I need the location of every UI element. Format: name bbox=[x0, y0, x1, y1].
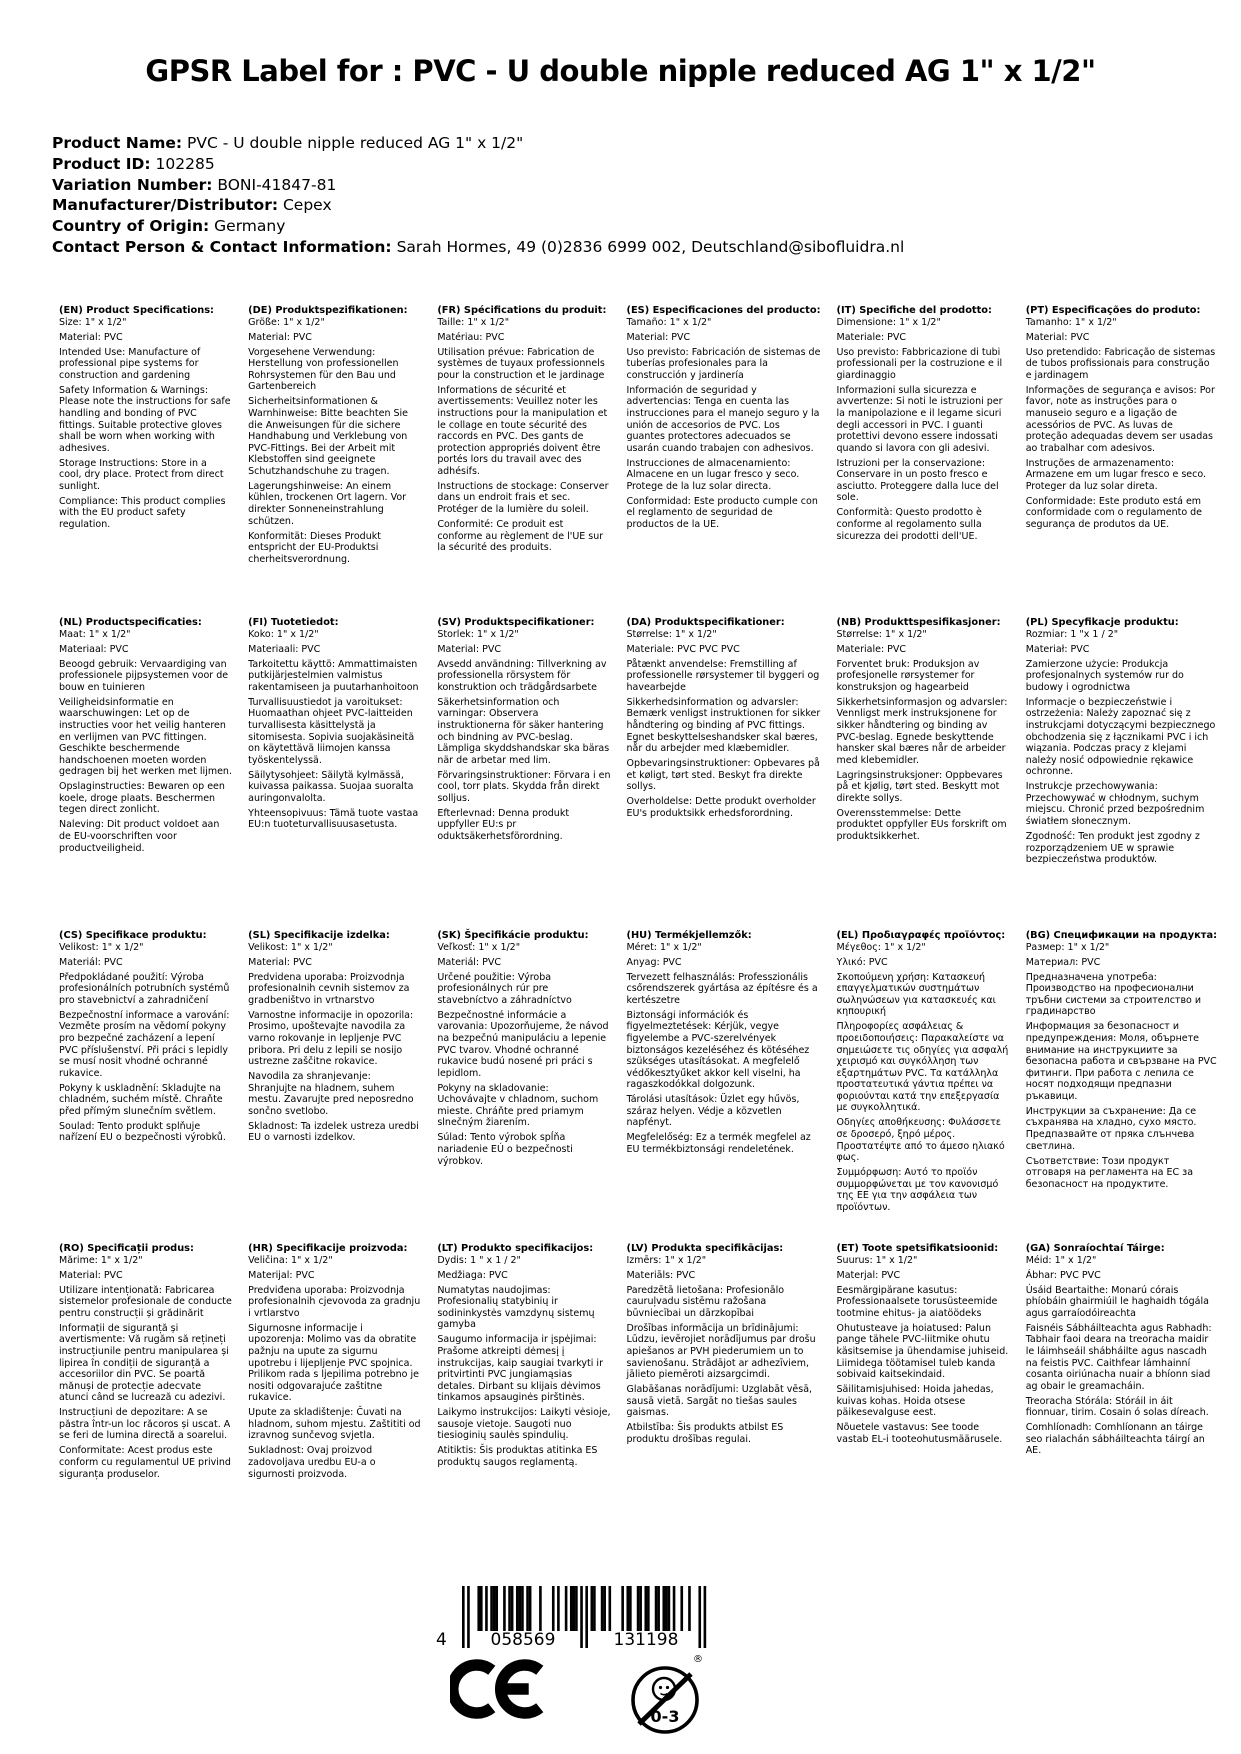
product-info-label: Manufacturer/Distributor: bbox=[52, 196, 279, 215]
lang-block-cs bbox=[59, 930, 232, 1243]
lang-block-fi bbox=[248, 617, 421, 930]
lang-block-paragraph: Matériau: PVC bbox=[437, 331, 505, 343]
lang-block-paragraph: Dydis: 1 " x 1 / 2" bbox=[437, 1254, 521, 1266]
lang-block-paragraph: Naleving: Dit product voldoet aan de EU-voorschriften voor productveiligheid. bbox=[59, 819, 220, 854]
lang-block-paragraph: Predvidena uporaba: Proizvodnja profesionalnih cevnih sistemov za gradbeništvo in vrtnarstvo bbox=[248, 971, 410, 1006]
lang-block-paragraph: Material: PVC bbox=[1025, 331, 1090, 343]
lang-block-heading: (IT) Specifiche del prodotto: bbox=[836, 305, 992, 316]
lang-block-en bbox=[59, 305, 232, 617]
lang-block-paragraph: Zamierzone użycie: Produkcja profesjonalnych systemów rur do budowy i ogrodnictwa bbox=[1025, 658, 1184, 693]
lang-block-paragraph: Atitiktis: Šis produktas atitinka ES produktų saugos reglamentą. bbox=[437, 1445, 598, 1469]
lang-block-paragraph: Materjal: PVC bbox=[836, 1269, 901, 1281]
lang-block-paragraph: Μέγεθος: 1" x 1/2" bbox=[836, 941, 926, 953]
page-title: GPSR Label for : PVC - U double nipple reduced AG 1" x 1/2" bbox=[145, 54, 1096, 88]
product-info-label: Product Name: bbox=[52, 134, 183, 152]
barcode-group2: 131198 bbox=[613, 1630, 679, 1650]
lang-block-paragraph: Materiál: PVC bbox=[437, 956, 502, 968]
lang-block-heading: (PT) Especificações do produto: bbox=[1025, 305, 1201, 316]
lang-block-paragraph: Faisnéis Sábháilteachta agus Rabhadh: Tabhair faoi deara na treoracha maidir le láimhseáil shábháilte agus nascadh na feistis PVC. Caithfear lámhainní cosanta oiriúnacha nuair a bhíonn siad ag obair le greamacháin. bbox=[1025, 1322, 1212, 1392]
product-info-row bbox=[52, 154, 904, 175]
lang-block-bg bbox=[1026, 930, 1217, 1243]
lang-block-paragraph: Zgodność: Ten produkt jest zgodny z rozporządzeniem UE w sprawie bezpieczeństwa produktów. bbox=[1025, 831, 1200, 866]
lang-block-paragraph: Rozmiar: 1 "x 1 / 2" bbox=[1025, 628, 1119, 640]
lang-block-paragraph: Material: PVC bbox=[437, 643, 502, 655]
lang-block-paragraph: Pokyny k uskladnění: Skladujte na chladném, suchém místě. Chraňte před přímým slunečním světlem. bbox=[59, 1082, 223, 1117]
lang-block-paragraph: Veiligheidsinformatie en waarschuwingen: Let op de instructies voor het veilig hanteren en verlijmen van PVC fittingen. Geschikte beschermende handschoenen moeten worden gedragen bij het werken met lijmen. bbox=[59, 696, 232, 778]
age-warning-icon bbox=[628, 1650, 706, 1746]
lang-block-paragraph: Uso previsto: Fabricación de sistemas de tuberías profesionales para la construcción y jardinería bbox=[626, 346, 821, 381]
lang-block-paragraph: Koko: 1" x 1/2" bbox=[248, 628, 319, 640]
lang-block-paragraph: Yhteensopivuus: Tämä tuote vastaa EU:n tuoteturvallisuusasetusta. bbox=[248, 807, 419, 831]
lang-block-paragraph: Información de seguridad y advertencias: Tenga en cuenta las instrucciones para el manejo seguro y la unión de accesorios de PVC. Los guantes protectores adecuados se usarán cuando trabajen con adhesivos. bbox=[626, 384, 820, 454]
product-info-row bbox=[52, 195, 904, 216]
lang-block-paragraph: Storlek: 1" x 1/2" bbox=[437, 628, 519, 640]
lang-block-sl bbox=[248, 930, 421, 1243]
lang-block-nb bbox=[837, 617, 1010, 930]
barcode-group1: 058569 bbox=[490, 1630, 556, 1650]
lang-block-paragraph: Upute za skladištenje: Čuvati na hladnom, suhom mjestu. Zaštititi od izravnog sunčevog svjetla. bbox=[248, 1407, 421, 1442]
lang-block-paragraph: Storage Instructions: Store in a cool, dry place. Protect from direct sunlight. bbox=[59, 457, 224, 492]
lang-block-paragraph: Předpokládané použití: Výroba profesionálních potrubních systémů pro stavebnictví a zahradničení bbox=[59, 971, 230, 1006]
lang-block-paragraph: Tarkoitettu käyttö: Ammattimaisten putkijärjestelmien valmistus rakentamiseen ja puutarhanhoitoon bbox=[248, 658, 419, 693]
registered-symbol: ® bbox=[693, 1654, 703, 1665]
lang-block-fr bbox=[437, 305, 610, 617]
lang-block-paragraph: Materiale: PVC bbox=[836, 643, 907, 655]
lang-block-paragraph: Tamaño: 1" x 1/2" bbox=[626, 316, 712, 328]
lang-block-paragraph: Informazioni sulla sicurezza e avvertenze: Si noti le istruzioni per la manipolazione e il legame sicuri degli accessori in PVC. I guanti protettivi devono essere indossati quando si lavora con gli adesivi. bbox=[836, 384, 1003, 454]
lang-block-paragraph: Conformidad: Este producto cumple con el reglamento de seguridad de productos de la UE. bbox=[626, 495, 818, 531]
lang-block-hu bbox=[626, 930, 820, 1243]
product-info-label: Contact Person & Contact Information: bbox=[52, 237, 392, 256]
lang-block-heading: (LT) Produkto specifikacijos: bbox=[437, 1243, 594, 1254]
lang-block-paragraph: Размер: 1" x 1/2" bbox=[1025, 941, 1110, 953]
lang-block-lv bbox=[626, 1243, 820, 1484]
lang-block-paragraph: Съответствие: Този продукт отговаря на регламента на ЕС за безопасност на продуктите. bbox=[1025, 1155, 1194, 1190]
lang-block-pl bbox=[1026, 617, 1217, 930]
lang-block-paragraph: Compliance: This product complies with the EU product safety regulation. bbox=[59, 495, 226, 531]
lang-block-paragraph: Laikymo instrukcijos: Laikyti vėsioje, sausoje vietoje. Saugoti nuo tiesioginių saulės spindulių. bbox=[437, 1407, 611, 1442]
lang-block-pt bbox=[1026, 305, 1217, 617]
product-info-value: BONI-41847-81 bbox=[212, 175, 337, 194]
lang-block-paragraph: Tárolási utasítások: Üzlet egy hűvös, száraz helyen. Védje a közvetlen napfényt. bbox=[626, 1094, 800, 1129]
lang-block-paragraph: Megfelelőség: Ez a termék megfelel az EU termékbiztonsági rendeletének. bbox=[626, 1132, 811, 1156]
lang-block-el bbox=[837, 930, 1010, 1243]
product-info-value: Cepex bbox=[278, 196, 332, 215]
lang-block-heading: (ES) Especificaciones del producto: bbox=[626, 305, 821, 316]
ce-mark-icon bbox=[450, 1659, 546, 1723]
product-info bbox=[52, 133, 904, 258]
lang-block-heading: (RO) Specificații produs: bbox=[59, 1243, 194, 1254]
lang-block-heading: (SK) Špecifikácie produktu: bbox=[437, 930, 589, 941]
lang-block-heading: (NB) Produkttspesifikasjoner: bbox=[836, 617, 1001, 628]
product-info-row bbox=[52, 133, 904, 154]
lang-block-paragraph: Nõuetele vastavus: See toode vastab EL-i tooteohutusmäärusele. bbox=[836, 1422, 1003, 1445]
lang-block-heading: (DA) Produktspecifikationer: bbox=[626, 617, 785, 628]
product-info-label: Variation Number: bbox=[52, 175, 213, 194]
lang-block-heading: (EN) Product Specifications: bbox=[59, 305, 214, 316]
lang-block-paragraph: Förvaringsinstruktioner: Förvara i en cool, torr plats. Skydda från direkt solljus. bbox=[437, 769, 611, 804]
lang-block-paragraph: Anyag: PVC bbox=[626, 956, 682, 968]
lang-block-paragraph: Størrelse: 1" x 1/2" bbox=[626, 628, 717, 640]
lang-block-nl bbox=[59, 617, 232, 930]
lang-block-heading: (DE) Produktspezifikationen: bbox=[248, 305, 408, 316]
lang-block-heading: (PL) Specyfikacje produktu: bbox=[1025, 617, 1179, 628]
lang-block-paragraph: Eesmärgipärane kasutus: Professionaalsete torusüsteemide tootmine ehitus- ja aiatöödeks bbox=[836, 1284, 998, 1319]
lang-block-heading: (HR) Specifikacije proizvoda: bbox=[248, 1243, 408, 1254]
lang-block-paragraph: Material: PVC bbox=[248, 956, 312, 968]
lang-block-paragraph: Méid: 1" x 1/2" bbox=[1025, 1254, 1097, 1266]
lang-block-paragraph: Navodila za shranjevanje: Shranjujte na hladnem, suhem mestu. Zavarujte pred neposredno sončno svetlobo. bbox=[248, 1071, 414, 1117]
lang-block-paragraph: Predviđena uporaba: Proizvodnja profesionalnih cjevovoda za gradnju i vrtlarstvo bbox=[248, 1284, 421, 1319]
lang-block-paragraph: Forventet bruk: Produksjon av profesjonelle rørsystemer for konstruksjon og hagearbeid bbox=[836, 658, 980, 693]
lang-block-paragraph: Sigurnosne informacije i upozorenja: Molimo vas da obratite pažnju na upute za sigurnu upotrebu i lijepljenje PVC spojnica. Prilikom rada s ljepilima potrebno je nositi odgovarajuće zaštitne rukavice. bbox=[248, 1322, 420, 1404]
lang-block-paragraph: Intended Use: Manufacture of professional pipe systems for construction and gardening bbox=[59, 346, 201, 381]
lang-block-hr bbox=[248, 1243, 421, 1484]
lang-block-sk bbox=[437, 930, 610, 1243]
lang-block-paragraph: Påtænkt anvendelse: Fremstilling af professionelle rørsystemer til byggeri og havearbejde bbox=[626, 658, 820, 693]
lang-block-paragraph: Materiaali: PVC bbox=[248, 643, 321, 655]
lang-block-paragraph: Instrucțiuni de depozitare: A se păstra într-un loc răcoros și uscat. A se feri de lumina directă a soarelui. bbox=[59, 1407, 231, 1442]
lang-block-paragraph: Größe: 1" x 1/2" bbox=[248, 316, 325, 328]
lang-block-heading: (HU) Termékjellemzők: bbox=[626, 930, 752, 941]
lang-block-paragraph: Úsáid Beartaithe: Monarú córais phíobáin ghairmiúil le haghaidh tógála agus garraíodóireachta bbox=[1025, 1284, 1209, 1319]
lang-block-paragraph: Taille: 1" x 1/2" bbox=[437, 316, 510, 328]
lang-block-paragraph: Turvallisuustiedot ja varoitukset: Huomaathan ohjeet PVC-laitteiden turvallisesta käsittelystä ja sitomisesta. Sopivia suojakäsineitä on käytettävä liimojen kanssa työskentelyssä. bbox=[248, 696, 415, 766]
lang-block-paragraph: Säkerhetsinformation och varningar: Observera instruktionerna för säker hantering och bindning av PVC-beslag. Lämpliga skyddshandskar ska bäras när de arbetar med lim. bbox=[437, 696, 610, 766]
lang-block-paragraph: Dimensione: 1" x 1/2" bbox=[836, 316, 941, 328]
lang-block-paragraph: Bezpečnostné informácie a varovania: Upozorňujeme, že návod na bezpečnú manipuláciu a lepenie PVC tvarov. Vhodné ochranné rukavice budú nosené pri práci s lepidlom. bbox=[437, 1009, 609, 1079]
lang-block-paragraph: Comhlíonadh: Comhlíonann an táirge seo rialachán sábháilteachta táirgí an AE. bbox=[1025, 1422, 1205, 1457]
lang-block-paragraph: Súlad: Tento výrobok spĺňa nariadenie EÚ o bezpečnosti výrobkov. bbox=[437, 1132, 573, 1167]
lang-block-paragraph: Materiāls: PVC bbox=[626, 1269, 696, 1281]
lang-block-paragraph: Material: PVC bbox=[59, 331, 123, 343]
lang-block-heading: (ET) Toote spetsifikatsioonid: bbox=[836, 1243, 999, 1254]
lang-block-paragraph: Saugumo informacija ir įspėjimai: Prašome atkreipti dėmesį į instrukcijas, kaip saugiai tvarkyti ir pritvirtinti PVC jungiamąsias detales. Dirbant su klijais dėvimos tinkamos apsauginės pirštinės. bbox=[437, 1334, 603, 1404]
lang-block-paragraph: Drošības informācija un brīdinājumi: Lūdzu, ievērojiet norādījumus par drošu apiešanos ar PVH piederumiem un to savienošanu. Strādājot ar adhezīviem, jālieto piemēroti aizsargcimdi. bbox=[626, 1322, 816, 1381]
lang-block-paragraph: Υλικό: PVC bbox=[836, 956, 888, 968]
lang-block-paragraph: Tervezett felhasználás: Professzionális csőrendszerek gyártása az építésre és a kertészetre bbox=[626, 971, 818, 1006]
lang-block-paragraph: Sikkerhedsinformation og advarsler: Bemærk venligst instruktionen for sikker håndtering og binding af PVC fittings. Egnet beskyttelseshandsker skal bæres, når du arbejder med klæbemidler. bbox=[626, 696, 821, 755]
lang-block-paragraph: Σκοπούμενη χρήση: Κατασκευή επαγγελματικών συστημάτων σωληνώσεων για κατασκευές και κηπουρική bbox=[836, 971, 996, 1018]
product-info-label: Country of Origin: bbox=[52, 217, 210, 236]
lang-block-paragraph: Materiale: PVC bbox=[836, 331, 907, 343]
lang-block-heading: (SL) Specifikacije izdelka: bbox=[248, 930, 390, 941]
product-info-value: PVC - U double nipple reduced AG 1" x 1/2" bbox=[182, 134, 524, 152]
product-info-row bbox=[52, 237, 904, 258]
barcode bbox=[436, 1586, 707, 1652]
lang-block-paragraph: Numatytas naudojimas: Profesionalių statybinių ir sodininkystės vamzdynų sistemų gamyba bbox=[437, 1284, 595, 1331]
lang-block-paragraph: Overholdelse: Dette produkt overholder EU's produktsikk erhedsforordning. bbox=[626, 796, 816, 819]
lang-block-paragraph: Izmērs: 1" x 1/2" bbox=[626, 1254, 707, 1266]
lang-block-paragraph: Určené použitie: Výroba profesionálnych rúr pre stavebníctvo a záhradníctvo bbox=[437, 971, 572, 1006]
lang-block-paragraph: Size: 1" x 1/2" bbox=[59, 316, 127, 328]
lang-block-paragraph: Bezpečnostní informace a varování: Vezměte prosím na vědomí pokyny pro bezpečné zacházení a lepení PVC příslušenství. Při práci s lepidly se musí nosit vhodné ochranné rukavice. bbox=[59, 1009, 230, 1079]
lang-block-paragraph: Материал: PVC bbox=[1025, 956, 1101, 968]
lang-block-paragraph: Opbevaringsinstruktioner: Opbevares på et køligt, tørt sted. Beskyt fra direkte sollys. bbox=[626, 758, 820, 793]
barcode-lead-digit: 4 bbox=[436, 1630, 447, 1650]
lang-block-paragraph: Skladnost: Ta izdelek ustreza uredbi EU o varnosti izdelkov. bbox=[248, 1120, 419, 1144]
lang-block-paragraph: Informacje o bezpieczeństwie i ostrzeżenia: Należy zapoznać się z instrukcjami dotyczącymi bezpiecznego obchodzenia się z łącznikami PVC i ich wiązania. Podczas pracy z klejami należy nosić odpowiednie rękawice ochronne. bbox=[1025, 696, 1216, 778]
lang-block-paragraph: Vorgesehene Verwendung: Herstellung von professionellen Rohrsystemen für den Bau und Gartenbereich bbox=[248, 346, 399, 393]
lang-block-paragraph: Opslaginstructies: Bewaren op een koele, droge plaats. Beschermen tegen direct zonlicht. bbox=[59, 781, 225, 816]
lang-block-paragraph: Overensstemmelse: Dette produktet oppfyller EUs forskrift om produktsikkerhet. bbox=[836, 807, 1007, 843]
lang-block-paragraph: Πληροφορίες ασφάλειας & προειδοποιήσεις: Παρακαλείστε να σημειώσετε τις οδηγίες για ασφαλή χειρισμό και συγκόλληση των εξαρτημάτων PVC. Τα κατάλληλα προστατευτικά γάντια πρέπει να φοριούνται κατά την επεξεργασία με συγκολλητικά. bbox=[836, 1021, 1009, 1114]
lang-block-heading: (EL) Προδιαγραφές προϊόντος: bbox=[836, 930, 1006, 941]
lang-block-ro bbox=[59, 1243, 232, 1484]
lang-block-sv bbox=[437, 617, 610, 930]
lang-block-paragraph: Biztonsági információk és figyelmeztetések: Kérjük, vegye figyelembe a PVC-szerelvények biztonságos kezeléséhez és kötéséhez szükséges utasításokat. A megfelelő védőkesztyűket akkor kell viselni, ha ragaszkodókkal dolgozunk. bbox=[626, 1009, 810, 1091]
lang-block-paragraph: Maat: 1" x 1/2" bbox=[59, 628, 131, 640]
lang-block-paragraph: Informations de sécurité et avertissements: Veuillez noter les instructions pour la manipulation et le collage en toute sécurité des raccords en PVC. Des gants de protection appropriés doivent être portés lors du travail avec des adhésifs. bbox=[437, 384, 608, 477]
lang-block-paragraph: Lagringsinstruksjoner: Oppbevares på et kjølig, tørt sted. Beskytt mot direkte sollys. bbox=[836, 769, 1003, 804]
lang-block-paragraph: Sicherheitsinformationen & Warnhinweise: Bitte beachten Sie die Anweisungen für die sichere Handhabung und Verklebung von PVC-Fittings. Bei der Arbeit mit Klebstoffen sind geeignete Schutzhandschuhe zu tragen. bbox=[248, 396, 409, 477]
product-info-value: Germany bbox=[209, 217, 286, 236]
lang-block-paragraph: Størrelse: 1" x 1/2" bbox=[836, 628, 927, 640]
lang-block-heading: (GA) Sonraíochtaí Táirge: bbox=[1025, 1243, 1165, 1254]
lang-block-paragraph: Ohutusteave ja hoiatused: Palun pange tähele PVC-liitmike ohutu käsitsemise ja ühendamise juhiseid. Liimidega töötamisel tuleb kanda sobivaid kaitsekindaid. bbox=[836, 1322, 1009, 1381]
language-grid bbox=[59, 305, 1217, 1484]
lang-block-da bbox=[626, 617, 820, 930]
lang-block-paragraph: Informações de segurança e avisos: Por favor, note as instruções para o manuseio seguro e a ligação de acessórios de PVC. As luvas de proteção adequadas devem ser usadas ao trabalhar com adesivos. bbox=[1025, 384, 1215, 454]
lang-block-heading: (CS) Specifikace produktu: bbox=[59, 930, 207, 941]
product-info-value: 102285 bbox=[150, 154, 215, 173]
lang-block-paragraph: Konformität: Dieses Produkt entspricht der EU-Produktsi cherheitsverordnung. bbox=[248, 530, 381, 565]
lang-block-heading: (SV) Produktspecifikationer: bbox=[437, 617, 595, 628]
lang-block-paragraph: Conformitate: Acest produs este conform cu regulamentul UE privind siguranța produselor. bbox=[59, 1445, 231, 1480]
lang-block-paragraph: Instrucciones de almacenamiento: Almacene en un lugar fresco y seco. Protege de la luz solar directa. bbox=[626, 457, 800, 492]
product-info-row bbox=[52, 216, 904, 237]
lang-block-es bbox=[626, 305, 820, 617]
lang-block-paragraph: Materiál: PVC bbox=[59, 956, 123, 968]
lang-block-paragraph: Material: PVC bbox=[59, 1269, 123, 1281]
lang-block-paragraph: Materijal: PVC bbox=[248, 1269, 315, 1281]
lang-block-paragraph: Συμμόρφωση: Αυτό το προϊόν συμμορφώνεται με τον κανονισμό της ΕΕ για την ασφάλεια των προϊόντων. bbox=[836, 1167, 999, 1214]
lang-block-paragraph: Tamanho: 1" x 1/2" bbox=[1025, 316, 1117, 328]
lang-block-paragraph: Atbilstība: Šis produkts atbilst ES produktu drošības regulai. bbox=[626, 1422, 784, 1445]
lang-block-paragraph: Conformità: Questo prodotto è conforme al regolamento sulla sicurezza dei prodotti dell'UE. bbox=[836, 507, 982, 542]
lang-block-paragraph: Säilitamisjuhised: Hoida jahedas, kuivas kohas. Hoida otsese päikesevalguse eest. bbox=[836, 1384, 994, 1419]
lang-block-heading: (FI) Tuotetiedot: bbox=[248, 617, 339, 628]
age-range-label: 0-3 bbox=[650, 1707, 680, 1726]
lang-block-paragraph: Glabāšanas norādījumi: Uzglabāt vēsā, sausā vietā. Sargāt no tiešas saules gaismas. bbox=[626, 1384, 813, 1419]
lang-block-paragraph: Veličina: 1" x 1/2" bbox=[248, 1254, 333, 1266]
lang-block-paragraph: Conformidade: Este produto está em conformidade com o regulamento de segurança de produtos da UE. bbox=[1025, 495, 1203, 531]
lang-block-paragraph: Materiaal: PVC bbox=[59, 643, 129, 655]
lang-block-paragraph: Varnostne informacije in opozorila: Prosimo, upoštevajte navodila za varno rokovanje in lepljenje PVC pribora. Pri delu z lepili se nosijo ustrezne zaščitne rokavice. bbox=[248, 1009, 414, 1068]
lang-block-paragraph: Beoogd gebruik: Vervaardiging van professionele pijpsystemen voor de bouw en tuinieren bbox=[59, 658, 229, 693]
lang-block-paragraph: Lagerungshinweise: An einem kühlen, trockenen Ort lagern. Vor direkter Sonneneinstrahlung schützen. bbox=[248, 480, 407, 527]
lang-block-paragraph: Suurus: 1" x 1/2" bbox=[836, 1254, 918, 1266]
lang-block-paragraph: Utilisation prévue: Fabrication de systèmes de tuyaux professionnels pour la construction et le jardinage bbox=[437, 346, 605, 381]
lang-block-paragraph: Soulad: Tento produkt splňuje nařízení EU o bezpečnosti výrobků. bbox=[59, 1120, 226, 1144]
lang-block-paragraph: Avsedd användning: Tillverkning av professionella rörsystem för konstruktion och trädgårdsarbete bbox=[437, 658, 607, 693]
lang-block-lt bbox=[437, 1243, 610, 1484]
lang-block-paragraph: Velikost: 1" x 1/2" bbox=[59, 941, 144, 953]
lang-block-paragraph: Efterlevnad: Denna produkt uppfyller EU:s pr oduktsäkerhetsförordning. bbox=[437, 807, 570, 843]
lang-block-paragraph: Treoracha Stórála: Stóráil in áit fionnuar, tirim. Cosain ó solas díreach. bbox=[1025, 1395, 1209, 1419]
lang-block-paragraph: Sikkerhetsinformasjon og advarsler: Vennligst merk instruksjonene for sikker håndtering og binding av PVC-beslag. Egnede beskyttende hansker skal bæres når de arbeider med klebemidler. bbox=[836, 696, 1008, 766]
lang-block-paragraph: Paredzētā lietošana: Profesionālo cauruļvadu sistēmu ražošana būvniecībai un dārzkopībai bbox=[626, 1284, 785, 1319]
lang-block-paragraph: Méret: 1" x 1/2" bbox=[626, 941, 702, 953]
lang-block-paragraph: Istruzioni per la conservazione: Conservare in un posto fresco e asciutto. Proteggere dalla luce del sole. bbox=[836, 457, 999, 504]
lang-block-heading: (NL) Productspecificaties: bbox=[59, 617, 202, 628]
lang-block-paragraph: Sukladnost: Ovaj proizvod zadovoljava uredbu EU-a o sigurnosti proizvoda. bbox=[248, 1445, 376, 1480]
lang-block-paragraph: Instrukcje przechowywania: Przechowywać w chłodnym, suchym miejscu. Chronić przed bezpośrednim światłem słonecznym. bbox=[1025, 781, 1205, 828]
lang-block-paragraph: Materiale: PVC PVC PVC bbox=[626, 643, 740, 655]
lang-block-heading: (FR) Spécifications du produit: bbox=[437, 305, 607, 316]
lang-block-paragraph: Material: PVC bbox=[248, 331, 312, 343]
lang-block-paragraph: Conformité: Ce produit est conforme au règlement de l'UE sur la sécurité des produits. bbox=[437, 519, 604, 554]
lang-block-heading: (LV) Produkta specifikācijas: bbox=[626, 1243, 784, 1254]
lang-block-paragraph: Instructions de stockage: Conserver dans un endroit frais et sec. Protéger de la lumière du soleil. bbox=[437, 480, 609, 516]
lang-block-paragraph: Säilytysohjeet: Säilytä kylmässä, kuivassa paikassa. Suojaa suoralta auringonvalolta. bbox=[248, 769, 414, 804]
lang-block-paragraph: Veľkosť: 1" x 1/2" bbox=[437, 941, 521, 953]
lang-block-ga bbox=[1026, 1243, 1217, 1484]
lang-block-paragraph: Uso pretendido: Fabricação de sistemas de tubos profissionais para construção e jardinagem bbox=[1025, 346, 1216, 381]
lang-block-paragraph: Safety Information & Warnings: Please note the instructions for safe handling and bonding of PVC fittings. Suitable protective gloves shall be worn when working with adhesives. bbox=[59, 384, 231, 454]
lang-block-paragraph: Ábhar: PVC PVC bbox=[1025, 1269, 1101, 1281]
lang-block-paragraph: Инструкции за съхранение: Да се съхранява на хладно, сухо място. Предпазвайте от пряка слънчева светлина. bbox=[1025, 1105, 1197, 1152]
product-info-value: Sarah Hormes, 49 (0)2836 6999 002, Deutschland@sibofluidra.nl bbox=[391, 237, 905, 256]
lang-block-de bbox=[248, 305, 421, 617]
lang-block-paragraph: Utilizare intenționată: Fabricarea sistemelor profesionale de conducte pentru construcții și grădinărit bbox=[59, 1284, 232, 1319]
lang-block-paragraph: Информация за безопасност и предупреждения: Моля, обърнете внимание на инструкциите за безопасна работа и свързване на PVC фитинги. При работа с лепила се носят подходящи предпазни ръкавици. bbox=[1025, 1021, 1217, 1102]
lang-block-paragraph: Medžiaga: PVC bbox=[437, 1269, 508, 1281]
lang-block-paragraph: Velikost: 1" x 1/2" bbox=[248, 941, 333, 953]
lang-block-heading: (BG) Спецификации на продукта: bbox=[1025, 930, 1217, 941]
lang-block-paragraph: Materiał: PVC bbox=[1025, 643, 1090, 655]
lang-block-et bbox=[837, 1243, 1010, 1484]
lang-block-paragraph: Uso previsto: Fabbricazione di tubi professionali per la costruzione e il giardinaggio bbox=[836, 346, 1003, 381]
lang-block-paragraph: Οδηγίες αποθήκευσης: Φυλάσσετε σε δροσερό, ξηρό μέρος. Προστατέψτε από το άμεσο ηλιακό φως. bbox=[836, 1117, 1005, 1164]
product-info-label: Product ID: bbox=[52, 154, 151, 173]
lang-block-it bbox=[837, 305, 1010, 617]
lang-block-paragraph: Pokyny na skladovanie: Uchovávajte v chladnom, suchom mieste. Chráňte pred priamym slnečným žiarením. bbox=[437, 1082, 599, 1129]
lang-block-paragraph: Material: PVC bbox=[626, 331, 691, 343]
lang-block-paragraph: Informații de siguranță și avertismente: Vă rugăm să rețineți instrucțiunile pentru manipularea și lipirea în condiții de siguranță a accesoriilor din PVC. Se poartă mănuși de protecție adecvate atunci când se lucrează cu adezivi. bbox=[59, 1322, 229, 1404]
lang-block-paragraph: Mărime: 1" x 1/2" bbox=[59, 1254, 143, 1266]
lang-block-paragraph: Instruções de armazenamento: Armazene em um lugar fresco e seco. Proteger da luz solar direta. bbox=[1025, 457, 1207, 492]
lang-block-paragraph: Предназначена употреба: Производство на професионални тръбни системи за строителство и градинарство bbox=[1025, 971, 1202, 1018]
product-info-row bbox=[52, 175, 904, 196]
